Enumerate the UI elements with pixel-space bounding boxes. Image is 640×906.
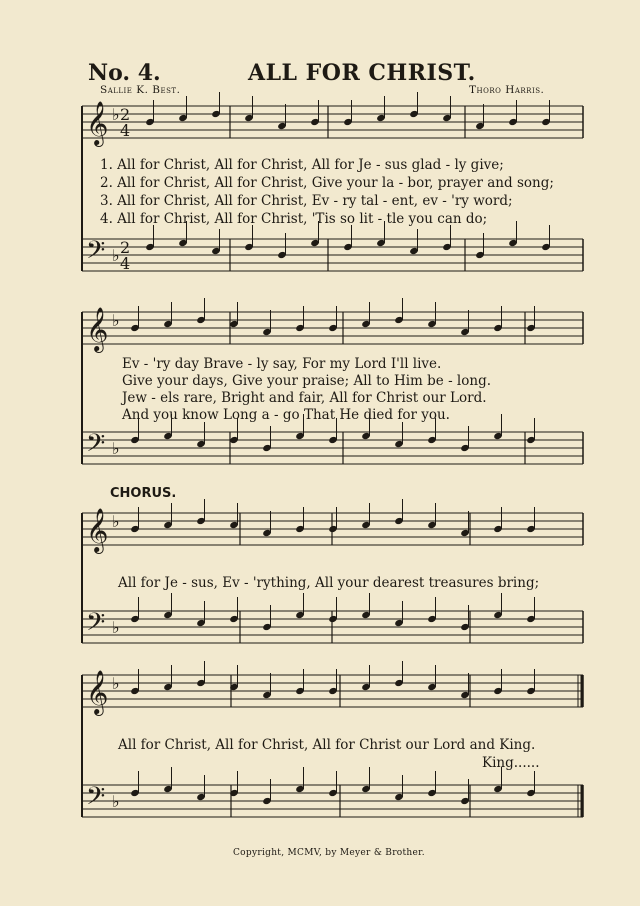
chorus-line-2: All for Christ, All for Christ, All for Christ our Lord and King. [118,737,536,753]
system-2-bass-clef: 𝄢 [86,429,106,464]
system-4-bass-key-flat: ♭ [112,792,120,811]
verse-3-line-1: 3. All for Christ, All for Christ, Ev - ry tal - ent, ev - 'ry word; [100,193,513,209]
lyricist-credit: Sallie K. Best. [100,84,181,96]
system-4-treble-key-flat: ♭ [112,674,120,693]
verse-4-line-1: 4. All for Christ, All for Christ, 'Tis so lit - tle you can do; [100,211,488,227]
system-3-bass-key-flat: ♭ [112,618,120,637]
system-3-bass-clef: 𝄢 [86,608,106,643]
system-3-treble-clef: 𝄞 [86,508,109,552]
verse-3-line-2: Jew - els rare, Bright and fair, All for Christ our Lord. [122,390,487,406]
verse-4-line-2: And you know Long a - go That He died for you. [122,407,450,423]
system-4-treble-clef: 𝄞 [86,670,109,714]
chorus-bass-echo: King...... [482,755,540,771]
hymn-number: No. 4. [88,60,161,86]
bass-time-top: 2 [120,238,131,257]
system-1-bass-key-flat: ♭ [112,246,120,265]
treble-time-bottom: 4 [120,121,131,140]
chorus-label: CHORUS. [110,486,177,501]
verse-2-line-2: Give your days, Give your praise; All to Him be - long. [122,373,492,389]
system-3-treble-key-flat: ♭ [112,512,120,531]
verse-1-line-2: Ev - 'ry day Brave - ly say, For my Lord I'll live. [122,356,442,372]
chorus-line-1: All for Je - sus, Ev - 'rything, All your dearest treasures bring; [118,575,540,591]
verse-1-line-1: 1. All for Christ, All for Christ, All for Je - sus glad - ly give; [100,157,504,173]
system-1-treble-clef: 𝄞 [86,101,109,145]
copyright-notice: Copyright, MCMV, by Meyer & Brother. [233,848,425,858]
treble-time-top: 2 [120,105,131,124]
system-1-bass-clef: 𝄢 [86,236,106,271]
system-2-treble-key-flat: ♭ [112,311,120,330]
system-4-bass-clef: 𝄢 [86,782,106,817]
system-1-treble-key-flat: ♭ [112,105,120,124]
composer-credit: Thoro Harris. [469,84,545,96]
system-2-treble-clef: 𝄞 [86,307,109,351]
bass-time-bottom: 4 [120,254,131,273]
hymn-title: ALL FOR CHRIST. [248,60,476,86]
verse-2-line-1: 2. All for Christ, All for Christ, Give your la - bor, prayer and song; [100,175,554,191]
system-2-bass-key-flat: ♭ [112,439,120,458]
